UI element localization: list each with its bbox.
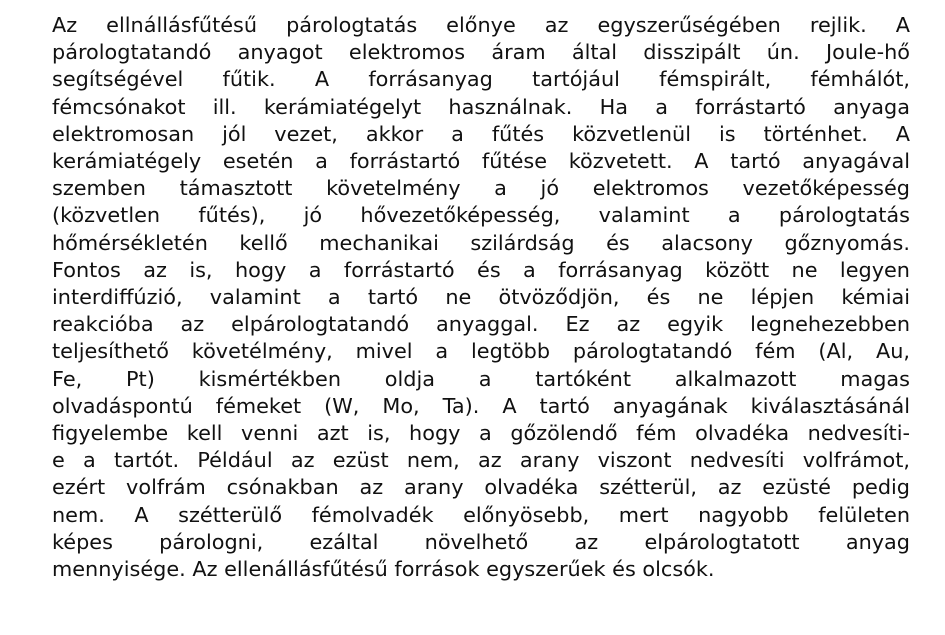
text-line: kerámiatégely esetén a forrástartó fűtése közvetett. A tartó anyagával	[52, 149, 910, 174]
text-line: Az ellnállásfűtésű párologtatás előnye az egyszerűségében rejlik. A	[52, 13, 910, 37]
text-line: figyelembe kell venni azt is, hogy a gőzölendő fém olvadéka nedvesíti-	[52, 421, 910, 446]
text-line: elektromosan jól vezet, akkor a fűtés közvetlenül is történhet. A	[52, 121, 910, 146]
text-line: segítségével fűtik. A forrásanyag tartójául fémspirált, fémhálót,	[52, 67, 910, 92]
document-page	[52, 12, 910, 583]
body-paragraph	[52, 12, 910, 583]
text-line: képes párologni, ezáltal növelhető az elpárologtatott anyag	[52, 529, 910, 554]
text-line: e a tartót. Például az ezüst nem, az arany viszont nedvesíti volfrámot,	[52, 448, 910, 473]
text-line: (közvetlen fűtés), jó hővezetőképesség, valamint a párologtatás	[52, 203, 910, 228]
text-line: fémcsónakot ill. kerámiatégelyt használnak. Ha a forrástartó anyaga	[52, 94, 910, 119]
text-line: mennyisége. Az ellenállásfűtésű források egyszerűek és olcsók.	[52, 557, 715, 582]
text-line: Fe, Pt) kismértékben oldja a tartóként alkalmazott magas	[52, 366, 910, 391]
text-line: teljesíthető követélmény, mivel a legtöbb párologtatandó fém (Al, Au,	[52, 339, 910, 364]
text-line: interdiffúzió, valamint a tartó ne ötvöződjön, és ne lépjen kémiai	[52, 285, 910, 310]
text-line: reakcióba az elpárologtatandó anyaggal. Ez az egyik legnehezebben	[52, 312, 910, 337]
text-line: olvadáspontú fémeket (W, Mo, Ta). A tartó anyagának kiválasztásánál	[52, 393, 910, 418]
text-line: Fontos az is, hogy a forrástartó és a forrásanyag között ne legyen	[52, 257, 910, 282]
text-line: szemben támasztott követelmény a jó elektromos vezetőképesség	[52, 176, 910, 201]
text-line: ezért volfrám csónakban az arany olvadéka szétterül, az ezüsté pedig	[52, 475, 910, 500]
text-line: hőmérsékletén kellő mechanikai szilárdság és alacsony gőznyomás.	[52, 230, 910, 255]
text-line: párologtatandó anyagot elektromos áram által disszipált ún. Joule-hő	[52, 40, 910, 65]
text-line: nem. A szétterülő fémolvadék előnyösebb, mert nagyobb felületen	[52, 502, 910, 527]
